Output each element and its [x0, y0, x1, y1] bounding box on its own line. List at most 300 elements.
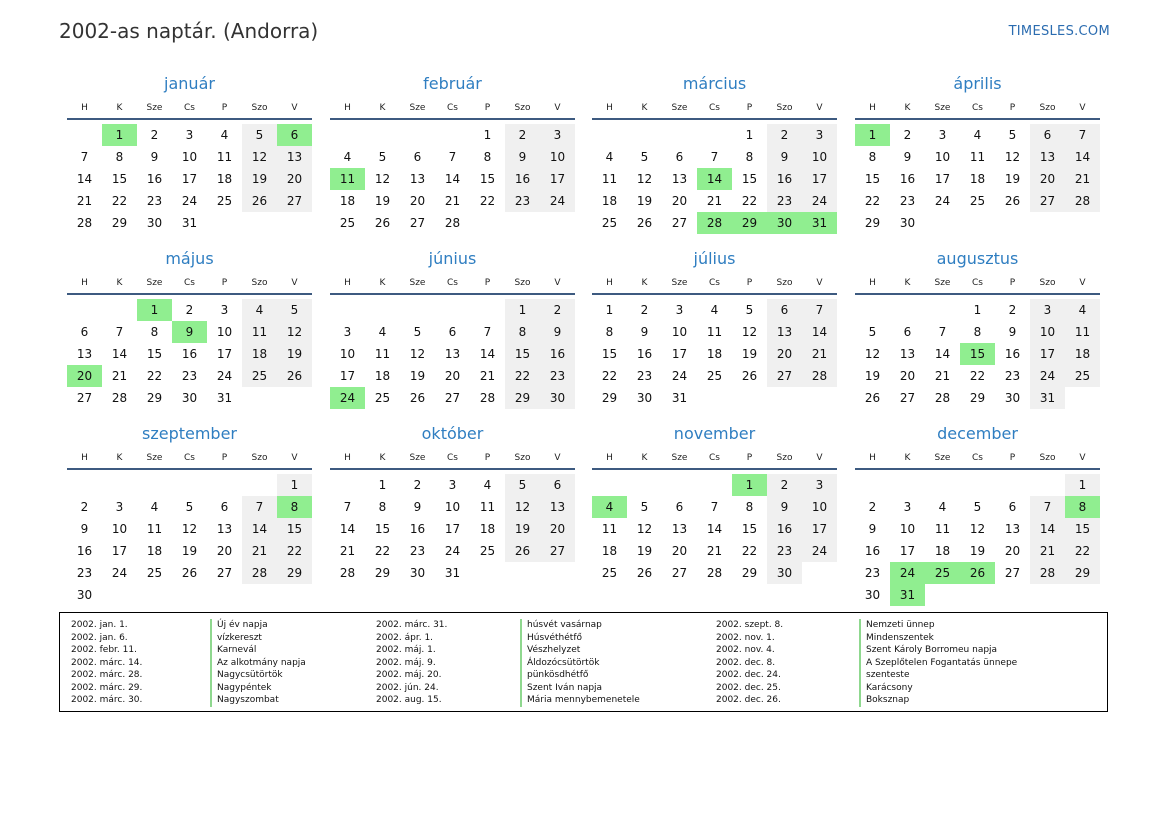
day-cell: 9: [80, 522, 89, 536]
day-cell: 14: [934, 347, 951, 361]
weekday-header: K: [641, 103, 648, 113]
legend-date: 2002. jan. 6.: [71, 632, 128, 643]
legend-names-col-1: [210, 619, 306, 707]
month-title: április: [953, 74, 1002, 93]
weekday-header: P: [746, 453, 753, 463]
weekday-header: Szo: [776, 453, 793, 463]
day-cell: 7: [710, 150, 719, 164]
day-cell: 12: [242, 146, 277, 168]
day-cell: 1: [378, 478, 387, 492]
day-cell: 13: [1030, 146, 1065, 168]
day-cell: 22: [601, 369, 618, 383]
day-cell: 17: [216, 347, 233, 361]
holiday-day-cell: 9: [172, 321, 207, 343]
day-cell: 27: [277, 190, 312, 212]
day-cell: 9: [150, 150, 159, 164]
day-cell: 26: [864, 391, 881, 405]
day-cell: 21: [339, 544, 356, 558]
weekday-header: H: [81, 103, 88, 113]
day-cell: 29: [864, 216, 881, 230]
day-cell: 19: [864, 369, 881, 383]
day-cell: 13: [767, 321, 802, 343]
day-cell: 4: [150, 500, 159, 514]
day-cell: 2: [185, 303, 194, 317]
month-rule: [855, 118, 1100, 120]
legend-holiday-name: Mindenszentek: [866, 632, 934, 643]
day-cell: 20: [277, 168, 312, 190]
legend-date: 2002. máj. 20.: [376, 670, 442, 680]
legend-date: 2002. ápr. 1.: [376, 632, 434, 643]
day-cell: 3: [343, 325, 352, 339]
day-cell: 19: [636, 544, 653, 558]
legend-date: 2002. márc. 28.: [71, 670, 143, 680]
day-cell: 5: [1008, 128, 1017, 142]
day-cell: 8: [605, 325, 614, 339]
day-cell: 5: [277, 299, 312, 321]
day-cell: 21: [802, 343, 837, 365]
day-cell: 23: [1004, 369, 1021, 383]
weekday-header: Sze: [934, 453, 951, 463]
day-cell: 24: [216, 369, 233, 383]
day-cell: 6: [675, 150, 684, 164]
month-rule: [592, 293, 837, 295]
month-rule: [67, 293, 312, 295]
legend-date: 2002. márc. 14.: [71, 657, 143, 668]
weekday-header: Sze: [409, 278, 426, 288]
day-cell: 3: [540, 124, 575, 146]
day-cell: 29: [111, 216, 128, 230]
weekday-header: H: [869, 453, 876, 463]
day-cell: 4: [605, 150, 614, 164]
holiday-day-cell: 11: [330, 168, 365, 190]
legend-date: 2002. márc. 30.: [71, 695, 143, 705]
day-cell: 1: [745, 128, 754, 142]
day-cell: 23: [505, 190, 540, 212]
day-cell: 16: [540, 343, 575, 365]
day-cell: 16: [767, 518, 802, 540]
weekday-header: Cs: [447, 453, 458, 463]
holiday-day-cell: 30: [767, 212, 802, 234]
day-cell: 20: [899, 369, 916, 383]
day-cell: 10: [1030, 321, 1065, 343]
day-cell: 6: [1030, 124, 1065, 146]
day-cell: 16: [409, 522, 426, 536]
day-cell: 8: [378, 500, 387, 514]
day-cell: 12: [277, 321, 312, 343]
day-cell: 18: [706, 347, 723, 361]
day-cell: 23: [899, 194, 916, 208]
day-cell: 21: [706, 194, 723, 208]
day-cell: 17: [1030, 343, 1065, 365]
day-cell: 4: [1065, 299, 1100, 321]
day-cell: 19: [505, 518, 540, 540]
day-cell: 14: [706, 522, 723, 536]
legend-dates-col-1: [71, 619, 142, 707]
weekday-header: K: [116, 103, 123, 113]
day-cell: 9: [868, 522, 877, 536]
day-cell: 6: [220, 500, 229, 514]
month-title: szeptember: [141, 424, 237, 443]
day-cell: 5: [242, 124, 277, 146]
day-cell: 4: [343, 150, 352, 164]
day-cell: 26: [181, 566, 198, 580]
day-cell: 9: [413, 500, 422, 514]
day-cell: 28: [706, 566, 723, 580]
day-cell: 22: [864, 194, 881, 208]
month-title: május: [165, 249, 214, 268]
weekday-header: V: [1079, 103, 1086, 113]
day-cell: 7: [1030, 496, 1065, 518]
day-cell: 3: [1030, 299, 1065, 321]
day-cell: 19: [374, 194, 391, 208]
weekday-header: V: [816, 103, 823, 113]
day-cell: 12: [741, 325, 758, 339]
day-cell: 22: [741, 544, 758, 558]
legend-holiday-name: Az alkotmány napja: [217, 657, 306, 668]
weekday-header: Sze: [671, 103, 688, 113]
day-cell: 28: [76, 216, 93, 230]
day-cell: 10: [216, 325, 233, 339]
day-cell: 27: [540, 540, 575, 562]
weekday-header: Sze: [146, 278, 163, 288]
day-cell: 29: [374, 566, 391, 580]
legend-date: 2002. febr. 11.: [71, 645, 137, 655]
day-cell: 22: [505, 365, 540, 387]
day-cell: 7: [80, 150, 89, 164]
day-cell: 15: [277, 518, 312, 540]
weekday-header: K: [379, 453, 386, 463]
day-cell: 31: [216, 391, 233, 405]
day-cell: 9: [903, 150, 912, 164]
day-cell: 16: [181, 347, 198, 361]
day-cell: 14: [339, 522, 356, 536]
day-cell: 15: [111, 172, 128, 186]
day-cell: 11: [934, 522, 951, 536]
day-cell: 15: [741, 522, 758, 536]
legend-date: 2002. jan. 1.: [71, 620, 128, 630]
day-cell: 23: [540, 365, 575, 387]
legend-holiday-name: Áldozócsütörtök: [527, 657, 600, 668]
brand-link[interactable]: TIMESLES.COM: [1008, 24, 1110, 39]
weekday-header: Szo: [776, 103, 793, 113]
month-title: december: [937, 424, 1018, 443]
day-cell: 28: [111, 391, 128, 405]
day-cell: 6: [448, 325, 457, 339]
day-cell: 9: [1008, 325, 1017, 339]
day-cell: 7: [242, 496, 277, 518]
day-cell: 2: [767, 124, 802, 146]
day-cell: 21: [242, 540, 277, 562]
weekday-header: Szo: [514, 453, 531, 463]
day-cell: 6: [675, 500, 684, 514]
day-cell: 31: [181, 216, 198, 230]
day-cell: 2: [150, 128, 159, 142]
day-cell: 28: [444, 216, 461, 230]
month-rule: [592, 468, 837, 470]
weekday-header: H: [869, 278, 876, 288]
legend-holiday-name: Nagycsütörtök: [217, 670, 283, 680]
day-cell: 11: [601, 522, 618, 536]
day-cell: 16: [76, 544, 93, 558]
month-title: augusztus: [936, 249, 1019, 268]
day-cell: 25: [601, 216, 618, 230]
day-cell: 18: [146, 544, 163, 558]
day-cell: 23: [76, 566, 93, 580]
day-cell: 22: [1065, 540, 1100, 562]
day-cell: 14: [1065, 146, 1100, 168]
day-cell: 26: [741, 369, 758, 383]
day-cell: 15: [601, 347, 618, 361]
month-title: július: [693, 249, 736, 268]
weekday-header: P: [746, 278, 753, 288]
day-cell: 5: [505, 474, 540, 496]
legend-date: 2002. dec. 26.: [716, 695, 781, 705]
weekday-header: H: [606, 278, 613, 288]
day-cell: 10: [802, 496, 837, 518]
day-cell: 5: [973, 500, 982, 514]
weekday-header: Szo: [514, 103, 531, 113]
holiday-day-cell: 31: [890, 584, 925, 606]
weekday-header: Cs: [184, 103, 195, 113]
day-cell: 25: [706, 369, 723, 383]
legend-dates-col-3: [716, 619, 783, 707]
day-cell: 23: [767, 190, 802, 212]
month-rule: [330, 468, 575, 470]
day-cell: 27: [767, 365, 802, 387]
day-cell: 23: [864, 566, 881, 580]
day-cell: 30: [1004, 391, 1021, 405]
weekday-header: Sze: [671, 453, 688, 463]
day-cell: 17: [802, 518, 837, 540]
weekday-header: K: [904, 278, 911, 288]
day-cell: 28: [802, 365, 837, 387]
day-cell: 6: [413, 150, 422, 164]
day-cell: 20: [1030, 168, 1065, 190]
day-cell: 24: [934, 194, 951, 208]
day-cell: 11: [601, 172, 618, 186]
day-cell: 17: [444, 522, 461, 536]
day-cell: 12: [969, 522, 986, 536]
holiday-day-cell: 20: [67, 365, 102, 387]
day-cell: 9: [767, 146, 802, 168]
day-cell: 26: [242, 190, 277, 212]
day-cell: 24: [802, 190, 837, 212]
day-cell: 30: [409, 566, 426, 580]
day-cell: 25: [969, 194, 986, 208]
weekday-header: V: [291, 278, 298, 288]
legend-holiday-name: Karnevál: [217, 645, 257, 655]
day-cell: 13: [1004, 522, 1021, 536]
weekday-header: P: [746, 103, 753, 113]
holiday-day-cell: 1: [732, 474, 767, 496]
day-cell: 31: [1030, 387, 1065, 409]
day-cell: 20: [409, 194, 426, 208]
day-cell: 9: [505, 146, 540, 168]
holiday-legend: [59, 612, 1108, 712]
weekday-header: Szo: [251, 278, 268, 288]
day-cell: 27: [216, 566, 233, 580]
day-cell: 3: [220, 303, 229, 317]
day-cell: 15: [374, 522, 391, 536]
day-cell: 17: [540, 168, 575, 190]
weekday-header: Cs: [184, 278, 195, 288]
weekday-header: Cs: [972, 278, 983, 288]
day-cell: 11: [374, 347, 391, 361]
day-cell: 15: [741, 172, 758, 186]
day-cell: 30: [76, 588, 93, 602]
day-cell: 28: [1065, 190, 1100, 212]
weekday-header: Cs: [447, 103, 458, 113]
holiday-day-cell: 4: [592, 496, 627, 518]
month-rule: [855, 468, 1100, 470]
day-cell: 17: [899, 544, 916, 558]
day-cell: 15: [146, 347, 163, 361]
weekday-header: V: [1079, 453, 1086, 463]
day-cell: 20: [671, 194, 688, 208]
day-cell: 13: [540, 496, 575, 518]
weekday-header: Szo: [1039, 278, 1056, 288]
day-cell: 6: [767, 299, 802, 321]
legend-holiday-name: Szent Károly Borromeu napja: [866, 645, 998, 655]
legend-holiday-name: Vészhelyzet: [527, 645, 581, 655]
day-cell: 11: [479, 500, 496, 514]
day-cell: 19: [242, 168, 277, 190]
day-cell: 16: [767, 168, 802, 190]
day-cell: 12: [409, 347, 426, 361]
weekday-header: Sze: [934, 103, 951, 113]
weekday-header: H: [606, 103, 613, 113]
weekday-header: Szo: [251, 103, 268, 113]
day-cell: 7: [938, 325, 947, 339]
day-cell: 26: [277, 365, 312, 387]
day-cell: 29: [1065, 562, 1100, 584]
day-cell: 4: [378, 325, 387, 339]
day-cell: 21: [444, 194, 461, 208]
day-cell: 5: [868, 325, 877, 339]
legend-holiday-name: Új év napja: [217, 620, 268, 630]
day-cell: 10: [899, 522, 916, 536]
weekday-header: V: [816, 278, 823, 288]
legend-date: 2002. márc. 31.: [376, 620, 448, 630]
day-cell: 15: [505, 343, 540, 365]
legend-holiday-name: Nagyszombat: [217, 695, 279, 705]
day-cell: 23: [767, 540, 802, 562]
weekday-header: H: [344, 453, 351, 463]
day-cell: 16: [864, 544, 881, 558]
day-cell: 27: [671, 216, 688, 230]
day-cell: 12: [636, 522, 653, 536]
weekday-header: K: [116, 278, 123, 288]
day-cell: 5: [413, 325, 422, 339]
day-cell: 11: [216, 150, 233, 164]
holiday-day-cell: 26: [960, 562, 995, 584]
day-cell: 16: [899, 172, 916, 186]
day-cell: 7: [448, 150, 457, 164]
day-cell: 19: [409, 369, 426, 383]
weekday-header: Cs: [972, 103, 983, 113]
day-cell: 21: [76, 194, 93, 208]
day-cell: 18: [216, 172, 233, 186]
day-cell: 10: [181, 150, 198, 164]
day-cell: 30: [864, 588, 881, 602]
day-cell: 30: [899, 216, 916, 230]
day-cell: 29: [969, 391, 986, 405]
legend-holiday-name: pünkösdhétfő: [527, 670, 589, 680]
day-cell: 8: [150, 325, 159, 339]
day-cell: 23: [409, 544, 426, 558]
day-cell: 2: [80, 500, 89, 514]
day-cell: 26: [1004, 194, 1021, 208]
weekday-header: K: [904, 453, 911, 463]
day-cell: 22: [969, 369, 986, 383]
day-cell: 25: [374, 391, 391, 405]
day-cell: 16: [146, 172, 163, 186]
weekday-header: Cs: [709, 103, 720, 113]
day-cell: 31: [444, 566, 461, 580]
weekday-header: Cs: [447, 278, 458, 288]
day-cell: 19: [1004, 172, 1021, 186]
day-cell: 8: [483, 150, 492, 164]
holiday-day-cell: 1: [855, 124, 890, 146]
day-cell: 28: [1030, 562, 1065, 584]
day-cell: 16: [1004, 347, 1021, 361]
weekday-header: Cs: [184, 453, 195, 463]
day-cell: 19: [181, 544, 198, 558]
day-cell: 18: [374, 369, 391, 383]
day-cell: 28: [479, 391, 496, 405]
day-cell: 13: [409, 172, 426, 186]
day-cell: 25: [216, 194, 233, 208]
weekday-header: P: [1009, 103, 1016, 113]
day-cell: 20: [444, 369, 461, 383]
day-cell: 31: [671, 391, 688, 405]
month-title: február: [423, 74, 482, 93]
day-cell: 26: [636, 216, 653, 230]
day-cell: 12: [181, 522, 198, 536]
day-cell: 5: [640, 500, 649, 514]
day-cell: 4: [938, 500, 947, 514]
day-cell: 1: [505, 299, 540, 321]
day-cell: 4: [242, 299, 277, 321]
day-cell: 19: [741, 347, 758, 361]
day-cell: 5: [745, 303, 754, 317]
weekday-header: Sze: [409, 103, 426, 113]
day-cell: 10: [540, 146, 575, 168]
day-cell: 22: [277, 540, 312, 562]
month-title: június: [428, 249, 477, 268]
day-cell: 3: [903, 500, 912, 514]
legend-date: 2002. máj. 9.: [376, 657, 436, 668]
day-cell: 17: [111, 544, 128, 558]
day-cell: 7: [1065, 124, 1100, 146]
weekday-header: P: [221, 103, 228, 113]
day-cell: 7: [710, 500, 719, 514]
day-cell: 25: [146, 566, 163, 580]
day-cell: 18: [601, 544, 618, 558]
weekday-header: V: [291, 103, 298, 113]
day-cell: 21: [1030, 540, 1065, 562]
holiday-day-cell: 25: [925, 562, 960, 584]
weekday-header: H: [81, 453, 88, 463]
day-cell: 4: [483, 478, 492, 492]
legend-holiday-name: Mária mennybemenetele: [527, 695, 640, 705]
day-cell: 29: [601, 391, 618, 405]
day-cell: 3: [115, 500, 124, 514]
day-cell: 10: [802, 146, 837, 168]
day-cell: 10: [934, 150, 951, 164]
month-title: március: [682, 74, 747, 93]
day-cell: 11: [969, 150, 986, 164]
